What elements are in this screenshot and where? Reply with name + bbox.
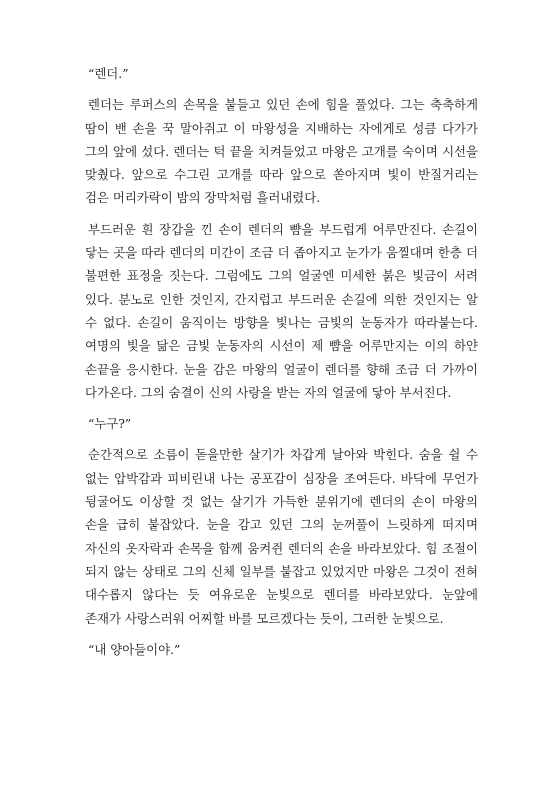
dialog-line: “내 양아들이야.” <box>88 641 181 657</box>
document-page <box>85 62 478 671</box>
narration-paragraph: 렌더는 루퍼스의 손목을 붙들고 있던 손에 힘을 풀었다. 그는 축축하게 땀이 밴 손을 꾹 말아쥐고 이 마왕성을 지배하는 자에게로 성큼 다가가 그의 앞에 섰다. 렌더는 턱 끝을 치켜들었고 마왕은 고개를 숙이며 시선을 맞췄다. 앞으로 수그린 고개를 따라 앞으로 쏟아지며 빛이 반질거리는 검은 머리카락이 밤의 장막처럼 흘러내렸다. <box>85 97 478 206</box>
narration-paragraph: 순간적으로 소름이 돋을만한 살기가 차갑게 날아와 박힌다. 숨을 쉴 수 없는 압박감과 피비린내 나는 공포감이 심장을 조여든다. 바닥에 무언가 뒹굴어도 이상할 것 없는 살기가 가득한 분위기에 렌더의 손이 마왕의 손을 급히 붙잡았다. 눈을 감고 있던 그의 눈꺼풀이 느릿하게 떠지며 자신의 옷자락과 손목을 함께 움켜쥔 렌더의 손을 바라보았다. 힘 조절이 되지 않는 상태로 그의 신체 일부를 붙잡고 있었지만 마왕은 그것이 전혀 대수롭지 않다는 듯 여유로운 눈빛으로 렌더를 바라보았다. 눈앞에 존재가 사랑스러워 어찌할 바를 모르겠다는 듯이, 그러한 눈빛으로. <box>85 447 478 626</box>
dialog-line: “누구?” <box>88 416 132 432</box>
narration-paragraph: 부드러운 흰 장갑을 낀 손이 렌더의 뺨을 부드럽게 어루만진다. 손길이 닿는 곳을 따라 렌더의 미간이 조금 더 좁아지고 눈가가 움찔대며 한층 더 불편한 표정을 짓는다. 그럼에도 그의 얼굴엔 미세한 붉은 빛금이 서려 있다. 분노로 인한 것인지, 간지럽고 부드러운 손길에 의한 것인지는 알 수 없다. 손길이 움직이는 방향을 빛나는 금빛의 눈동자가 따라붙는다. 여명의 빛을 닮은 금빛 눈동자의 시선이 제 뺨을 어루만지는 이의 하얀 손끝을 응시한다. 눈을 감은 마왕의 얼굴이 렌더를 향해 조금 더 가까이 다가온다. 그의 숨결이 신의 사랑을 받는 자의 얼굴에 닿아 부서진다. <box>85 221 478 400</box>
dialog-line: “렌더.” <box>88 66 129 81</box>
